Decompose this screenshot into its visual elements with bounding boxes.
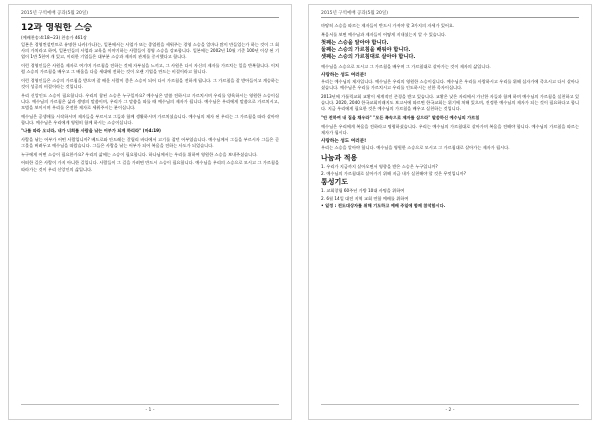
page-number: - 2 - <box>445 408 455 413</box>
list-item: 2. 예수님의 가르침대로 살아가기 위해 지금 내가 실천해야 할 것은 무엇입니까? <box>321 171 466 177</box>
paragraph: 일본은 경영컨설턴트로 유명한 나카(가나)는, 일본에서는 사업가 또는 종업원을 세워주는 경영 스승을 얼마나 많이 만들었는가 하는 것이 그 회사의 가치라고 하여, 일본인들의 사업과 교육을 이야기하는 사람들이 경영 스승을 강조합니다. 일본에는 2002년 10월 기준 100년 이상 된 기업이 1만 5천여 개 있고, 이러한 기업들은 대부분 스승과 제자의 관계를 중시했다고 합니다. <box>21 42 279 60</box>
page-content <box>21 23 279 401</box>
list-item: • 일정 : 전도대상자를 위해 기도하고 예배 주일에 함께 참석합시다. <box>321 202 446 208</box>
list-item: 1. 우리가 지금까지 살아오면서 영향을 받은 스승은 누구입니까? <box>321 163 438 169</box>
document-page-2 <box>308 4 592 420</box>
paragraph: 우리는 예수님의 제자입니다. 예수님은 우리의 영원한 스승이십니다. 예수님은 우리를 사랑하시고 우리를 위해 십자가에 죽으시고 다시 살아나셨습니다. 예수님은 우리를 가르치시고 우리를 인도하시는 선한 목자이십니다. <box>321 79 579 91</box>
key-point-3: 셋째는 스승의 가르침대로 살아야 합니다. <box>321 53 416 60</box>
paragraph: 예수님은 우리에게 복음을 전하라고 명령하셨습니다. 우리는 예수님의 가르침대로 살아가며 복음을 전해야 합니다. 예수님의 가르침을 따르는 제자가 됩시다. <box>321 123 579 135</box>
lesson-title: 12과 영원한 스승 <box>21 23 92 33</box>
page-content <box>321 23 579 401</box>
page-header: 2015년 구역예배 공과(5월 20일) <box>321 11 388 16</box>
page-header: 2015년 구역예배 공과(5월 20일) <box>21 11 88 16</box>
paragraph: 2013년에 가톨릭교회 교황이 세계적인 존경을 받고 있습니다. 교황은 낮은 자리에서 가난한 자들과 함께 하며 예수님의 가르침을 실천하고 있습니다. 2020, 2040 한국교회미래지도 보고서에 따르면 한국교회는 위기에 처해 있으며, 진정한 예수님의 제자가 되는 것이 필요하다고 합니다. 지금 우리에게 필요한 것은 예수님의 가르침을 배우고 실천하는 것입니다. <box>321 93 579 112</box>
key-point-2: 둘째는 스승의 가르침을 배워야 합니다. <box>321 46 411 53</box>
quote: "나를 따라 오너라, 내가 너희를 사람을 낚는 어부가 되게 하리라" (마4:19) <box>21 128 161 134</box>
paragraph: 우리는 스승을 알아야 합니다. 예수님을 영원한 스승으로 모시고 그 가르침대로 살아가는 제자가 됩시다. <box>321 145 510 151</box>
document-page-1 <box>8 4 292 420</box>
header-divider <box>21 17 279 18</box>
paragraph: 예수님은 공생애를 시작하시며 제자들을 부르시고 그들과 함께 생활하시며 가르치셨습니다. 예수님의 제자 된 우리는 그 가르침을 따라 살아야 합니다. 예수님은 우리에게 영원히 함께 하시는 스승이십니다. <box>21 113 279 125</box>
list-item: 2. 6월 14일 대전 지역 교회 연합 예배를 위하여 <box>321 195 409 201</box>
sharing-heading: 나눔과 적용 <box>321 153 358 162</box>
prayer-list <box>321 188 579 209</box>
paragraph: 이런 경영인들은 스승의 가르침을 받으며 잘 배운 사람이 좋은 스승이 되어 다시 가르침을 전하게 됩니다. 그 가르침을 잘 받아들이고 계승하는 것이 성공의 비결이라는 것입니다. <box>21 77 279 89</box>
section-heading: 사랑하는 성도 여러분! <box>321 139 367 145</box>
paragraph: 누구에게 어떤 스승이 필요한가요? 우리의 삶에는 스승이 필요합니다. 하나님께서는 우리를 위하여 영원한 스승을 보내주셨습니다. <box>21 151 258 157</box>
footer-divider <box>321 404 579 405</box>
sharing-list <box>321 164 579 177</box>
paragraph: 복음서를 보면 예수님과 제자들이 어떻게 지내셨는지 알 수 있습니다. <box>321 31 447 37</box>
paragraph: 어떠한 길은 사람이 가지 아니한 길입니다. 사람들이 그 길을 가려면 반드시 스승이 필요합니다. 예수님을 우리의 스승으로 모시고 그 가르침을 따라가는 것이 우리 신앙인의 삶입니다. <box>21 160 279 172</box>
quote: "안 전하여 내 집을 채우라" "모든 족속으로 제자를 삼으라" 말씀하신 예수님의 가르침 <box>321 114 480 120</box>
paragraph: 마땅히 스승을 따르는 제자들이 반드시 가져야 할 3가지의 자세가 있어요. <box>321 23 455 28</box>
prayer-heading: 통성기도 <box>321 178 349 187</box>
header-divider <box>321 17 579 18</box>
key-point-1: 첫째는 스승을 알아야 합니다. <box>321 40 389 47</box>
paragraph: 예수님을 스승으로 모시고 그 가르침을 배우며 그 가르침대로 살아가는 것이 제자의 삶입니다. <box>321 63 491 69</box>
section-heading: 사랑하는 성도 여러분! <box>321 73 367 79</box>
footer-divider <box>21 404 279 405</box>
list-item: 1. 교회창립 60주년 가방 10대 사명을 위하여 <box>321 188 405 194</box>
page-number: - 1 - <box>145 408 155 413</box>
paragraph: 이런 경영인들은 사원을 제자로 여기며 가르침을 전하는 것에 자부심을 느끼고, 그 사원은 다시 자신의 제자를 가르치는 일을 반복합니다. 이처럼 스승의 가르침을 배우고 그 배움을 다음 세대에 전하는 것이 오랜 기업을 만드는 비결이라고 합니다. <box>21 63 279 75</box>
paragraph: 사람을 낚는 어부가 어떤 사람입니까? 베드로와 안드레는 갈릴리 바다에서 고기를 잡던 어부였습니다. 예수님께서 그들을 부르시자 그들은 곧 그물을 버려두고 예수님을 따랐습니다. 그들은 사람을 낚는 어부가 되어 복음을 전하는 사도가 되었습니다. <box>21 136 279 149</box>
paragraph: 우리 신앙인도 스승이 필요합니다. 우리의 참된 스승은 누구일까요? 예수님은 말씀 전하시고 가르치시며 우리를 양육하시는 영원한 스승이십니다. 예수님의 가르침은 삶과 생명의 말씀이며, 우리가 그 말씀을 따를 때 예수님의 제자가 됩니다. 예수님은 우리에게 말씀으로 가르치시고, 모범을 보이시며 우리를 온전한 제자로 세워주시는 분이십니다. <box>21 92 279 110</box>
scripture-reference: (예배찬송:4:18~23) 찬송가 461장 <box>21 35 87 40</box>
